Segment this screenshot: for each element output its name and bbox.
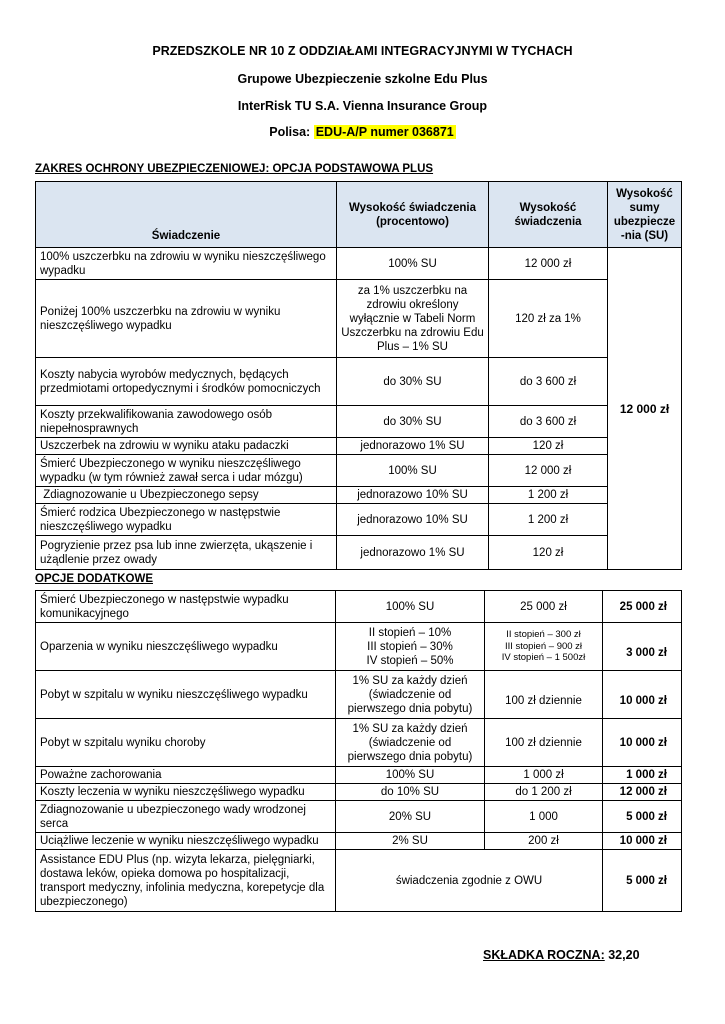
extra-section-title: OPCJE DODATKOWE: [35, 573, 153, 585]
table-row: [36, 671, 682, 719]
basic-sum-cell: 12 000 zł: [608, 248, 682, 570]
percent-cell: do 30% SU: [337, 358, 489, 406]
benefit-cell: Śmierć Ubezpieczonego w następstwie wypadku komunikacyjnego: [36, 591, 336, 623]
sum-cell: 5 000 zł: [603, 801, 682, 833]
amount-cell: do 1 200 zł: [485, 784, 603, 801]
percent-cell: 2% SU: [336, 833, 485, 850]
table-row: [36, 591, 682, 623]
sum-cell: 10 000 zł: [603, 671, 682, 719]
basic-section-title: ZAKRES OCHRONY UBEZPIECZENIOWEJ: OPCJA PODSTAWOWA PLUS: [35, 163, 434, 175]
table-row: [36, 536, 682, 570]
amount-cell: 100 zł dziennie: [485, 719, 603, 767]
table-row: [36, 801, 682, 833]
policy-line: [0, 125, 725, 139]
table-row: [36, 719, 682, 767]
table-row: [36, 623, 682, 671]
percent-cell: do 10% SU: [336, 784, 485, 801]
header-sum: Wysokość sumy ubezpiecze -nia (SU): [608, 182, 682, 248]
table-row: [36, 767, 682, 784]
school-name: PRZEDSZKOLE NR 10 Z ODDZIAŁAMI INTEGRACYJNYMI W TYCHACH: [152, 44, 573, 58]
premium-label: SKŁADKA ROCZNA:: [483, 948, 605, 962]
premium-value: 32,20: [608, 948, 640, 962]
amount-cell: 12 000 zł: [489, 248, 608, 280]
amount-cell: do 3 600 zł: [489, 358, 608, 406]
table-row: [36, 358, 682, 406]
benefit-cell: Assistance EDU Plus (np. wizyta lekarza, pielęgniarki, dostawa leków, opieka domowa po hospitalizacji, transport medyczny, infolinia medyczna, korepetycje dla ubezpieczonego): [36, 850, 336, 912]
benefit-cell: Zdiagnozowanie u ubezpieczonego wady wrodzonej serca: [36, 801, 336, 833]
sum-cell: 12 000 zł: [603, 784, 682, 801]
percent-cell: 100% SU: [336, 767, 485, 784]
percent-cell: 100% SU: [337, 455, 489, 487]
table-row: [36, 850, 682, 912]
percent-cell: jednorazowo 1% SU: [337, 438, 489, 455]
extra-options-table: [35, 590, 682, 912]
table-row: [36, 438, 682, 455]
benefit-cell: Śmierć Ubezpieczonego w wyniku nieszczęśliwego wypadku (w tym również zawał serca i udar mózgu): [36, 455, 337, 487]
sum-cell: 1 000 zł: [603, 767, 682, 784]
percent-cell: jednorazowo 10% SU: [337, 487, 489, 504]
table-row: [36, 487, 682, 504]
sum-cell: 25 000 zł: [603, 591, 682, 623]
benefit-cell: Koszty przekwalifikowania zawodowego osób niepełnosprawnych: [36, 406, 337, 438]
insurance-name: Grupowe Ubezpieczenie szkolne Edu Plus: [237, 72, 488, 86]
table-row: [36, 833, 682, 850]
sum-cell: 10 000 zł: [603, 833, 682, 850]
merged-cell: świadczenia zgodnie z OWU: [336, 850, 603, 912]
table-row: [36, 248, 682, 280]
sum-cell: 5 000 zł: [603, 850, 682, 912]
benefit-cell: Pobyt w szpitalu w wyniku nieszczęśliwego wypadku: [36, 671, 336, 719]
benefit-cell: Uciążliwe leczenie w wyniku nieszczęśliwego wypadku: [36, 833, 336, 850]
benefit-cell: Uszczerbek na zdrowiu w wyniku ataku padaczki: [36, 438, 337, 455]
percent-cell: 1% SU za każdy dzień (świadczenie od pierwszego dnia pobytu): [336, 671, 485, 719]
amount-cell: 200 zł: [485, 833, 603, 850]
amount-cell: 1 200 zł: [489, 504, 608, 536]
insurer-name: InterRisk TU S.A. Vienna Insurance Group: [237, 99, 488, 113]
amount-cell: 25 000 zł: [485, 591, 603, 623]
percent-cell: jednorazowo 1% SU: [337, 536, 489, 570]
amount-cell: 1 000 zł: [485, 767, 603, 784]
percent-cell: 100% SU: [336, 591, 485, 623]
annual-premium: [483, 948, 640, 962]
amount-cell: II stopień – 300 zł III stopień – 900 zł IV stopień – 1 500zł: [485, 623, 603, 671]
amount-cell: 1 200 zł: [489, 487, 608, 504]
percent-cell: za 1% uszczerbku na zdrowiu określony wyłącznie w Tabeli Norm Uszczerbku na zdrowiu Edu Plus – 1% SU: [337, 280, 489, 358]
policy-label: Polisa:: [269, 125, 311, 139]
table-row: [36, 280, 682, 358]
table-row: [36, 784, 682, 801]
amount-cell: 120 zł: [489, 438, 608, 455]
benefit-cell: Pogryzienie przez psa lub inne zwierzęta, ukąszenie i użądlenie przez owady: [36, 536, 337, 570]
sum-cell: 10 000 zł: [603, 719, 682, 767]
sum-cell: 3 000 zł: [603, 623, 682, 671]
amount-cell: do 3 600 zł: [489, 406, 608, 438]
basic-header-row: [36, 182, 682, 248]
percent-cell: 20% SU: [336, 801, 485, 833]
table-row: [36, 406, 682, 438]
benefit-cell: Koszty leczenia w wyniku nieszczęśliwego wypadku: [36, 784, 336, 801]
benefit-cell: Zdiagnozowanie u Ubezpieczonego sepsy: [36, 487, 337, 504]
amount-cell: 1 000: [485, 801, 603, 833]
basic-coverage-table: [35, 181, 682, 570]
benefit-cell: Pobyt w szpitalu wyniku choroby: [36, 719, 336, 767]
header-benefit: Świadczenie: [36, 182, 337, 248]
header-percent: Wysokość świadczenia (procentowo): [337, 182, 489, 248]
policy-number: EDU-A/P numer 036871: [315, 125, 454, 139]
table-row: [36, 455, 682, 487]
amount-cell: 120 zł za 1%: [489, 280, 608, 358]
benefit-cell: Oparzenia w wyniku nieszczęśliwego wypadku: [36, 623, 336, 671]
percent-cell: 100% SU: [337, 248, 489, 280]
amount-cell: 12 000 zł: [489, 455, 608, 487]
benefit-cell: Poważne zachorowania: [36, 767, 336, 784]
benefit-cell: Poniżej 100% uszczerbku na zdrowiu w wyniku nieszczęśliwego wypadku: [36, 280, 337, 358]
percent-cell: 1% SU za każdy dzień (świadczenie od pierwszego dnia pobytu): [336, 719, 485, 767]
table-row: [36, 504, 682, 536]
percent-cell: jednorazowo 10% SU: [337, 504, 489, 536]
amount-cell: 100 zł dziennie: [485, 671, 603, 719]
benefit-cell: Koszty nabycia wyrobów medycznych, będących przedmiotami ortopedycznymi i środków pomocniczych: [36, 358, 337, 406]
header-amount: Wysokość świadczenia: [489, 182, 608, 248]
percent-cell: II stopień – 10% III stopień – 30% IV stopień – 50%: [336, 623, 485, 671]
benefit-cell: Śmierć rodzica Ubezpieczonego w następstwie nieszczęśliwego wypadku: [36, 504, 337, 536]
amount-cell: 120 zł: [489, 536, 608, 570]
percent-cell: do 30% SU: [337, 406, 489, 438]
benefit-cell: 100% uszczerbku na zdrowiu w wyniku nieszczęśliwego wypadku: [36, 248, 337, 280]
